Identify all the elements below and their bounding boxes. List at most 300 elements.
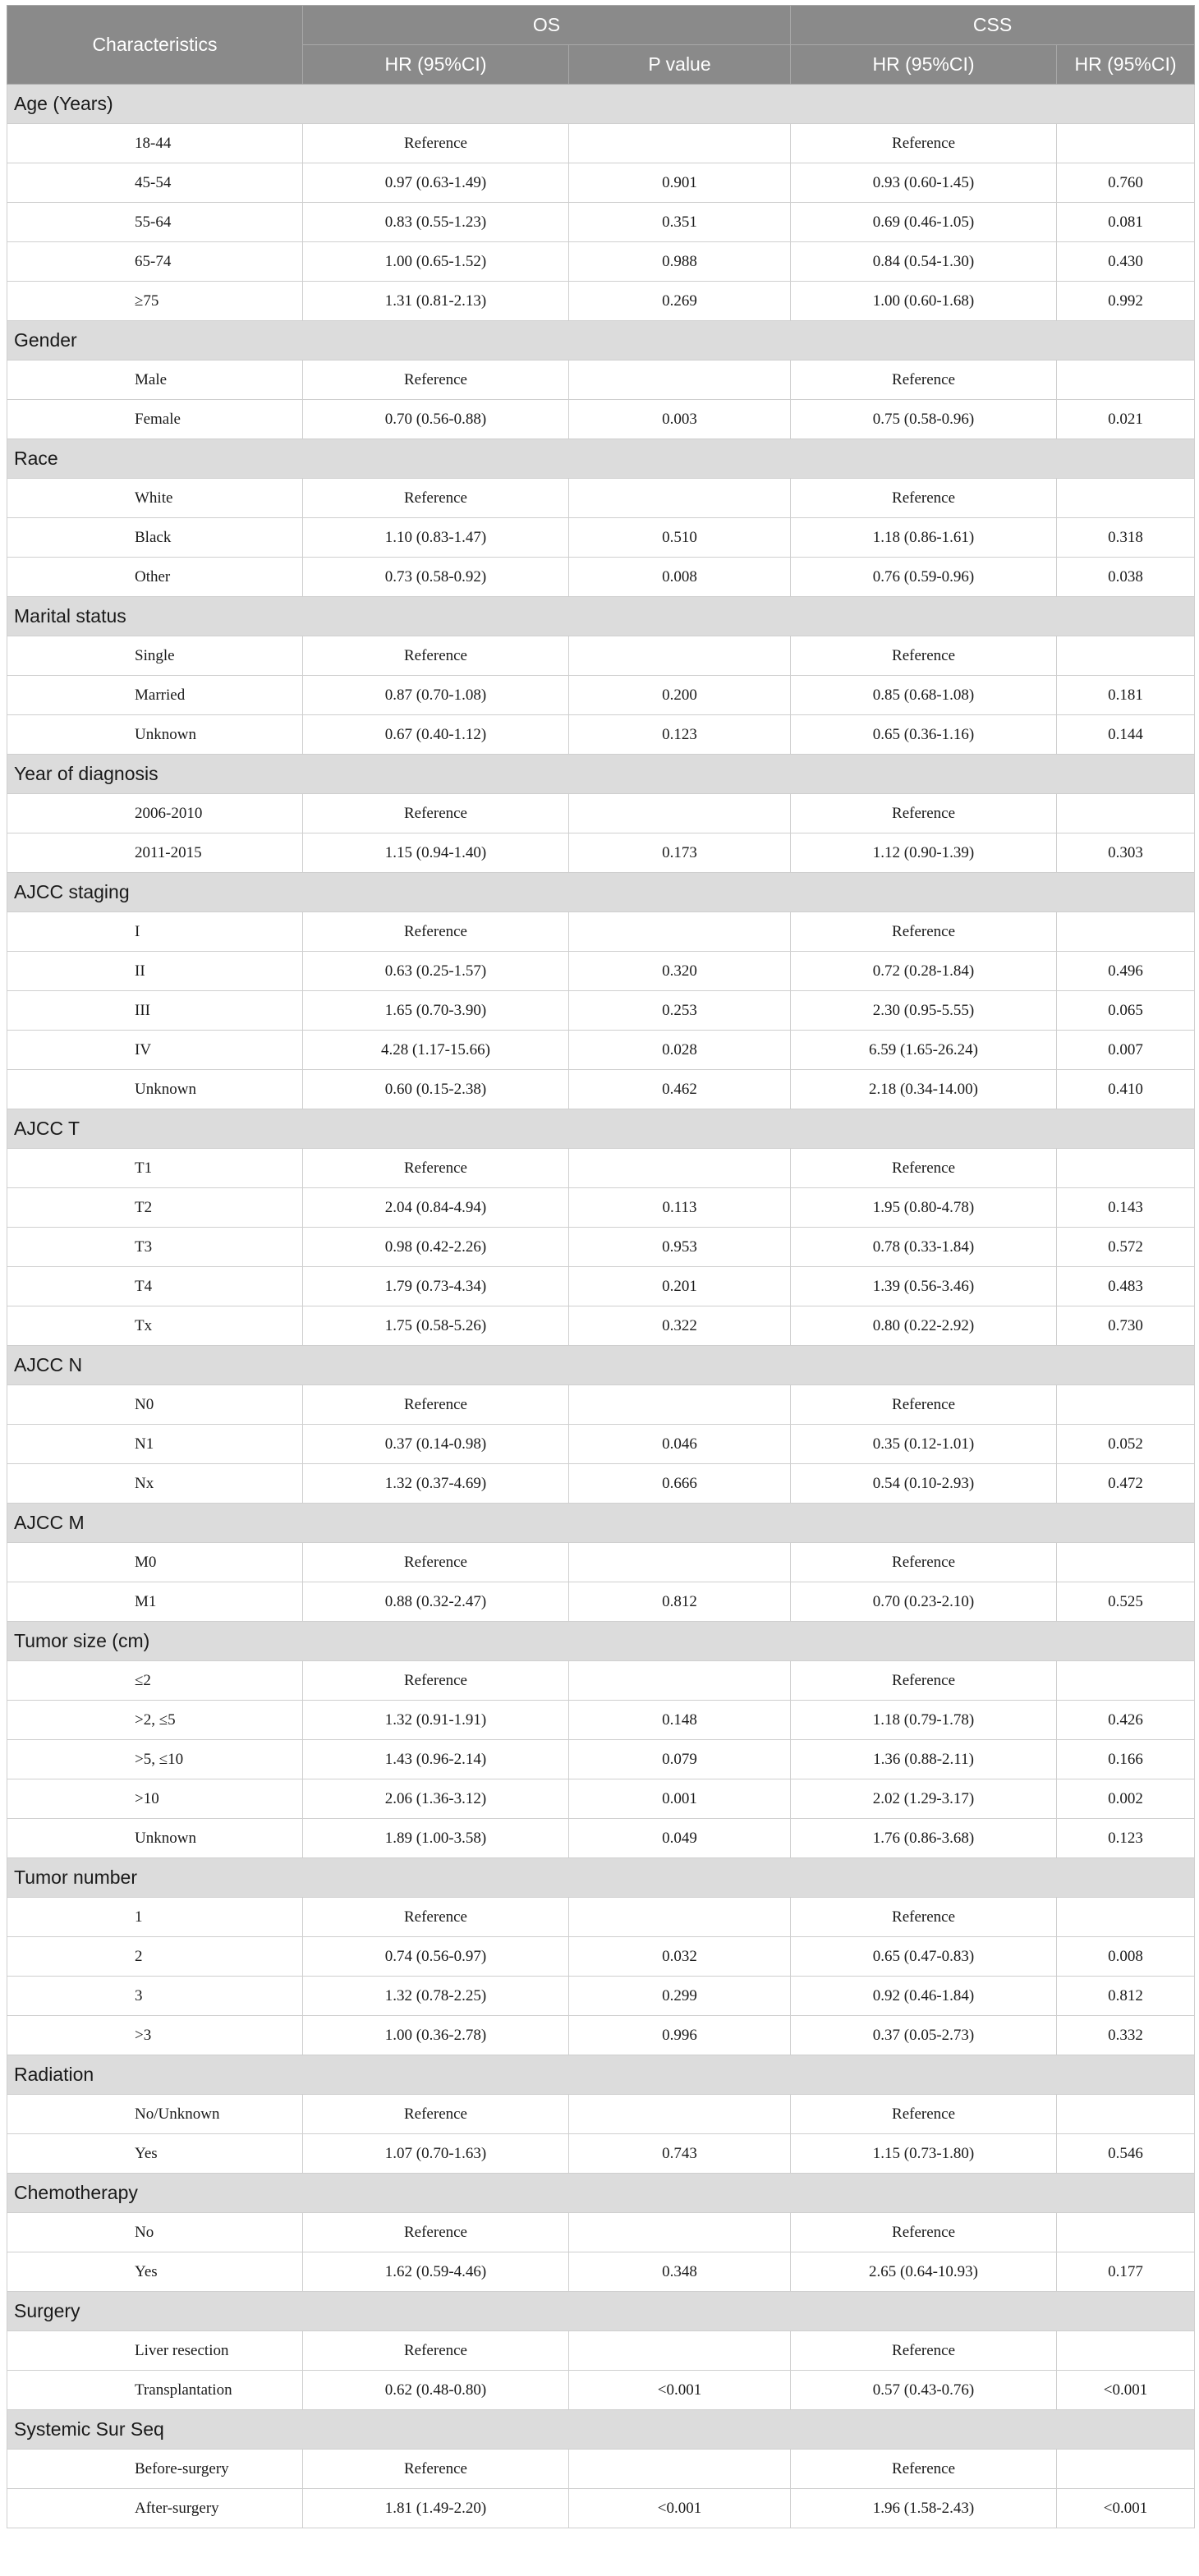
os-hr-cell: 0.62 (0.48-0.80) bbox=[303, 2371, 569, 2410]
table-row bbox=[7, 715, 1195, 755]
os-pvalue-cell: 0.200 bbox=[569, 676, 791, 715]
group-title: Surgery bbox=[7, 2292, 1195, 2331]
css-col5-cell: 0.318 bbox=[1057, 518, 1195, 558]
css-col5-cell: <0.001 bbox=[1057, 2489, 1195, 2528]
table-row bbox=[7, 2489, 1195, 2528]
row-label: 18-44 bbox=[7, 124, 303, 163]
row-label: II bbox=[7, 952, 303, 991]
os-pvalue-cell: 0.046 bbox=[569, 1425, 791, 1464]
os-pvalue-cell bbox=[569, 2331, 791, 2371]
css-col5-cell: 0.332 bbox=[1057, 2016, 1195, 2055]
os-hr-cell: 0.87 (0.70-1.08) bbox=[303, 676, 569, 715]
os-pvalue-cell: 0.996 bbox=[569, 2016, 791, 2055]
css-hr-cell: Reference bbox=[791, 360, 1057, 400]
os-pvalue-cell: 0.322 bbox=[569, 1306, 791, 1346]
table-row bbox=[7, 1661, 1195, 1701]
row-label: ≥75 bbox=[7, 282, 303, 321]
row-label: Transplantation bbox=[7, 2371, 303, 2410]
css-hr-cell: 0.37 (0.05-2.73) bbox=[791, 2016, 1057, 2055]
css-hr-cell: Reference bbox=[791, 2331, 1057, 2371]
css-col5-cell: 0.410 bbox=[1057, 1070, 1195, 1109]
os-hr-cell: Reference bbox=[303, 1898, 569, 1937]
css-col5-cell bbox=[1057, 479, 1195, 518]
row-label: ≤2 bbox=[7, 1661, 303, 1701]
css-hr-cell: Reference bbox=[791, 479, 1057, 518]
css-hr-cell: 1.00 (0.60-1.68) bbox=[791, 282, 1057, 321]
group-title: AJCC T bbox=[7, 1109, 1195, 1149]
os-pvalue-cell: 0.079 bbox=[569, 1740, 791, 1779]
os-hr-cell: Reference bbox=[303, 1149, 569, 1188]
table-row bbox=[7, 400, 1195, 439]
css-col5-cell bbox=[1057, 1898, 1195, 1937]
os-pvalue-cell bbox=[569, 912, 791, 952]
os-pvalue-cell bbox=[569, 360, 791, 400]
table-row bbox=[7, 558, 1195, 597]
group-title: AJCC M bbox=[7, 1504, 1195, 1543]
os-hr-cell: 1.00 (0.36-2.78) bbox=[303, 2016, 569, 2055]
row-label: White bbox=[7, 479, 303, 518]
css-col5-cell: 0.303 bbox=[1057, 833, 1195, 873]
css-hr-cell: 0.76 (0.59-0.96) bbox=[791, 558, 1057, 597]
os-hr-cell: Reference bbox=[303, 360, 569, 400]
css-col5-cell: 0.081 bbox=[1057, 203, 1195, 242]
os-pvalue-cell: 0.032 bbox=[569, 1937, 791, 1977]
css-hr-cell: 2.02 (1.29-3.17) bbox=[791, 1779, 1057, 1819]
group-title: Age (Years) bbox=[7, 85, 1195, 124]
row-label: 45-54 bbox=[7, 163, 303, 203]
css-col5-cell bbox=[1057, 1543, 1195, 1582]
css-hr-cell: Reference bbox=[791, 2213, 1057, 2252]
group-header-row bbox=[7, 439, 1195, 479]
css-col5-cell: 0.472 bbox=[1057, 1464, 1195, 1504]
os-pvalue-cell bbox=[569, 1898, 791, 1937]
table-row bbox=[7, 518, 1195, 558]
os-pvalue-cell bbox=[569, 2213, 791, 2252]
row-label: 2006-2010 bbox=[7, 794, 303, 833]
css-hr-cell: Reference bbox=[791, 794, 1057, 833]
css-hr-cell: 0.69 (0.46-1.05) bbox=[791, 203, 1057, 242]
header-css: CSS bbox=[791, 6, 1195, 45]
css-hr-cell: Reference bbox=[791, 1543, 1057, 1582]
row-label: Other bbox=[7, 558, 303, 597]
row-label: Unknown bbox=[7, 1819, 303, 1858]
table-row bbox=[7, 1582, 1195, 1622]
os-hr-cell: 2.06 (1.36-3.12) bbox=[303, 1779, 569, 1819]
css-hr-cell: 1.76 (0.86-3.68) bbox=[791, 1819, 1057, 1858]
table-row bbox=[7, 2095, 1195, 2134]
group-header-row bbox=[7, 755, 1195, 794]
table-row bbox=[7, 1385, 1195, 1425]
css-hr-cell: 0.57 (0.43-0.76) bbox=[791, 2371, 1057, 2410]
css-col5-cell: 0.525 bbox=[1057, 1582, 1195, 1622]
row-label: >2, ≤5 bbox=[7, 1701, 303, 1740]
header-os-hr: HR (95%CI) bbox=[303, 45, 569, 85]
os-pvalue-cell bbox=[569, 1661, 791, 1701]
row-label: I bbox=[7, 912, 303, 952]
table-row bbox=[7, 360, 1195, 400]
os-pvalue-cell: <0.001 bbox=[569, 2489, 791, 2528]
table-row bbox=[7, 912, 1195, 952]
os-pvalue-cell: 0.201 bbox=[569, 1267, 791, 1306]
os-pvalue-cell bbox=[569, 1543, 791, 1582]
table-header bbox=[7, 6, 1195, 85]
css-col5-cell: 0.181 bbox=[1057, 676, 1195, 715]
css-col5-cell: 0.992 bbox=[1057, 282, 1195, 321]
os-hr-cell: 0.88 (0.32-2.47) bbox=[303, 1582, 569, 1622]
css-hr-cell: Reference bbox=[791, 1898, 1057, 1937]
group-header-row bbox=[7, 597, 1195, 636]
os-hr-cell: Reference bbox=[303, 912, 569, 952]
css-col5-cell: 0.496 bbox=[1057, 952, 1195, 991]
os-pvalue-cell: 0.003 bbox=[569, 400, 791, 439]
table-row bbox=[7, 1070, 1195, 1109]
group-header-row bbox=[7, 1858, 1195, 1898]
row-label: N1 bbox=[7, 1425, 303, 1464]
css-col5-cell: <0.001 bbox=[1057, 2371, 1195, 2410]
css-hr-cell: Reference bbox=[791, 912, 1057, 952]
css-hr-cell: 1.18 (0.79-1.78) bbox=[791, 1701, 1057, 1740]
os-hr-cell: Reference bbox=[303, 1385, 569, 1425]
css-col5-cell bbox=[1057, 360, 1195, 400]
group-header-row bbox=[7, 1622, 1195, 1661]
table-row bbox=[7, 2252, 1195, 2292]
table-row bbox=[7, 1937, 1195, 1977]
css-hr-cell: 1.12 (0.90-1.39) bbox=[791, 833, 1057, 873]
css-col5-cell: 0.760 bbox=[1057, 163, 1195, 203]
row-label: Tx bbox=[7, 1306, 303, 1346]
css-col5-cell: 0.572 bbox=[1057, 1228, 1195, 1267]
os-pvalue-cell bbox=[569, 479, 791, 518]
css-col5-cell bbox=[1057, 794, 1195, 833]
os-pvalue-cell: 0.148 bbox=[569, 1701, 791, 1740]
css-col5-cell bbox=[1057, 2450, 1195, 2489]
row-label: 3 bbox=[7, 1977, 303, 2016]
header-css-col5: HR (95%CI) bbox=[1057, 45, 1195, 85]
css-col5-cell: 0.123 bbox=[1057, 1819, 1195, 1858]
css-col5-cell: 0.546 bbox=[1057, 2134, 1195, 2174]
group-header-row bbox=[7, 1346, 1195, 1385]
table-row bbox=[7, 1464, 1195, 1504]
os-hr-cell: 1.75 (0.58-5.26) bbox=[303, 1306, 569, 1346]
css-hr-cell: 1.39 (0.56-3.46) bbox=[791, 1267, 1057, 1306]
table-row bbox=[7, 2450, 1195, 2489]
os-hr-cell: Reference bbox=[303, 2331, 569, 2371]
css-col5-cell: 0.021 bbox=[1057, 400, 1195, 439]
css-hr-cell: 0.92 (0.46-1.84) bbox=[791, 1977, 1057, 2016]
os-pvalue-cell: 0.320 bbox=[569, 952, 791, 991]
os-pvalue-cell: 0.953 bbox=[569, 1228, 791, 1267]
os-pvalue-cell: 0.269 bbox=[569, 282, 791, 321]
row-label: 2011-2015 bbox=[7, 833, 303, 873]
row-label: Single bbox=[7, 636, 303, 676]
css-col5-cell: 0.812 bbox=[1057, 1977, 1195, 2016]
group-header-row bbox=[7, 2055, 1195, 2095]
os-pvalue-cell: 0.028 bbox=[569, 1031, 791, 1070]
os-pvalue-cell: 0.901 bbox=[569, 163, 791, 203]
table-row bbox=[7, 1898, 1195, 1937]
os-hr-cell: 4.28 (1.17-15.66) bbox=[303, 1031, 569, 1070]
table-row bbox=[7, 124, 1195, 163]
os-hr-cell: 0.67 (0.40-1.12) bbox=[303, 715, 569, 755]
os-hr-cell: Reference bbox=[303, 1543, 569, 1582]
group-header-row bbox=[7, 321, 1195, 360]
table-row bbox=[7, 952, 1195, 991]
row-label: T2 bbox=[7, 1188, 303, 1228]
css-hr-cell: 1.18 (0.86-1.61) bbox=[791, 518, 1057, 558]
table-row bbox=[7, 636, 1195, 676]
group-header-row bbox=[7, 2410, 1195, 2450]
row-label: T3 bbox=[7, 1228, 303, 1267]
group-title: Radiation bbox=[7, 2055, 1195, 2095]
row-label: Before-surgery bbox=[7, 2450, 303, 2489]
os-pvalue-cell: 0.988 bbox=[569, 242, 791, 282]
css-col5-cell bbox=[1057, 2213, 1195, 2252]
os-pvalue-cell: <0.001 bbox=[569, 2371, 791, 2410]
os-hr-cell: Reference bbox=[303, 1661, 569, 1701]
results-table-container bbox=[7, 5, 1194, 2528]
table-row bbox=[7, 1779, 1195, 1819]
css-hr-cell: 0.65 (0.47-0.83) bbox=[791, 1937, 1057, 1977]
os-pvalue-cell bbox=[569, 124, 791, 163]
row-label: Yes bbox=[7, 2134, 303, 2174]
row-label: M1 bbox=[7, 1582, 303, 1622]
row-label: Black bbox=[7, 518, 303, 558]
row-label: Male bbox=[7, 360, 303, 400]
table-row bbox=[7, 1740, 1195, 1779]
group-header-row bbox=[7, 85, 1195, 124]
css-hr-cell: 0.35 (0.12-1.01) bbox=[791, 1425, 1057, 1464]
css-hr-cell: 0.84 (0.54-1.30) bbox=[791, 242, 1057, 282]
os-pvalue-cell: 0.510 bbox=[569, 518, 791, 558]
table-row bbox=[7, 1149, 1195, 1188]
row-label: 2 bbox=[7, 1937, 303, 1977]
css-hr-cell: 0.93 (0.60-1.45) bbox=[791, 163, 1057, 203]
css-col5-cell: 0.038 bbox=[1057, 558, 1195, 597]
css-hr-cell: Reference bbox=[791, 1661, 1057, 1701]
table-row bbox=[7, 833, 1195, 873]
css-col5-cell: 0.483 bbox=[1057, 1267, 1195, 1306]
group-title: Gender bbox=[7, 321, 1195, 360]
row-label: Female bbox=[7, 400, 303, 439]
table-row bbox=[7, 1701, 1195, 1740]
os-hr-cell: 1.65 (0.70-3.90) bbox=[303, 991, 569, 1031]
css-col5-cell: 0.008 bbox=[1057, 1937, 1195, 1977]
os-hr-cell: 0.74 (0.56-0.97) bbox=[303, 1937, 569, 1977]
css-hr-cell: Reference bbox=[791, 2450, 1057, 2489]
group-header-row bbox=[7, 2174, 1195, 2213]
css-col5-cell: 0.166 bbox=[1057, 1740, 1195, 1779]
os-pvalue-cell: 0.462 bbox=[569, 1070, 791, 1109]
table-row bbox=[7, 1819, 1195, 1858]
css-hr-cell: 0.78 (0.33-1.84) bbox=[791, 1228, 1057, 1267]
css-hr-cell: 0.54 (0.10-2.93) bbox=[791, 1464, 1057, 1504]
os-hr-cell: Reference bbox=[303, 2095, 569, 2134]
table-row bbox=[7, 1977, 1195, 2016]
row-label: No/Unknown bbox=[7, 2095, 303, 2134]
os-hr-cell: 0.60 (0.15-2.38) bbox=[303, 1070, 569, 1109]
os-pvalue-cell: 0.123 bbox=[569, 715, 791, 755]
os-hr-cell: 0.97 (0.63-1.49) bbox=[303, 163, 569, 203]
table-row bbox=[7, 2331, 1195, 2371]
css-hr-cell: 1.95 (0.80-4.78) bbox=[791, 1188, 1057, 1228]
os-pvalue-cell: 0.348 bbox=[569, 2252, 791, 2292]
css-hr-cell: 0.80 (0.22-2.92) bbox=[791, 1306, 1057, 1346]
table-row bbox=[7, 1188, 1195, 1228]
group-title: Tumor size (cm) bbox=[7, 1622, 1195, 1661]
os-hr-cell: 0.63 (0.25-1.57) bbox=[303, 952, 569, 991]
css-col5-cell bbox=[1057, 2095, 1195, 2134]
os-hr-cell: 1.81 (1.49-2.20) bbox=[303, 2489, 569, 2528]
group-header-row bbox=[7, 1109, 1195, 1149]
row-label: 1 bbox=[7, 1898, 303, 1937]
os-hr-cell: 1.32 (0.78-2.25) bbox=[303, 1977, 569, 2016]
group-title: Year of diagnosis bbox=[7, 755, 1195, 794]
header-characteristics: Characteristics bbox=[7, 6, 303, 85]
css-hr-cell: 6.59 (1.65-26.24) bbox=[791, 1031, 1057, 1070]
row-label: Married bbox=[7, 676, 303, 715]
os-hr-cell: Reference bbox=[303, 2450, 569, 2489]
css-hr-cell: 2.18 (0.34-14.00) bbox=[791, 1070, 1057, 1109]
row-label: Nx bbox=[7, 1464, 303, 1504]
css-hr-cell: 0.72 (0.28-1.84) bbox=[791, 952, 1057, 991]
os-pvalue-cell bbox=[569, 1149, 791, 1188]
row-label: >3 bbox=[7, 2016, 303, 2055]
os-hr-cell: 1.15 (0.94-1.40) bbox=[303, 833, 569, 873]
css-col5-cell: 0.426 bbox=[1057, 1701, 1195, 1740]
css-col5-cell bbox=[1057, 1385, 1195, 1425]
css-hr-cell: Reference bbox=[791, 1149, 1057, 1188]
table-row bbox=[7, 203, 1195, 242]
os-hr-cell: 1.32 (0.91-1.91) bbox=[303, 1701, 569, 1740]
css-hr-cell: 0.70 (0.23-2.10) bbox=[791, 1582, 1057, 1622]
css-col5-cell: 0.065 bbox=[1057, 991, 1195, 1031]
os-hr-cell: 0.98 (0.42-2.26) bbox=[303, 1228, 569, 1267]
css-col5-cell bbox=[1057, 1661, 1195, 1701]
os-hr-cell: 1.79 (0.73-4.34) bbox=[303, 1267, 569, 1306]
row-label: III bbox=[7, 991, 303, 1031]
os-pvalue-cell: 0.049 bbox=[569, 1819, 791, 1858]
group-title: Chemotherapy bbox=[7, 2174, 1195, 2213]
css-col5-cell bbox=[1057, 124, 1195, 163]
table-row bbox=[7, 1425, 1195, 1464]
header-os-pvalue: P value bbox=[569, 45, 791, 85]
css-hr-cell: 1.96 (1.58-2.43) bbox=[791, 2489, 1057, 2528]
os-hr-cell: 0.73 (0.58-0.92) bbox=[303, 558, 569, 597]
css-col5-cell bbox=[1057, 912, 1195, 952]
css-col5-cell bbox=[1057, 1149, 1195, 1188]
css-hr-cell: Reference bbox=[791, 1385, 1057, 1425]
group-title: Systemic Sur Seq bbox=[7, 2410, 1195, 2450]
group-header-row bbox=[7, 2292, 1195, 2331]
os-pvalue-cell: 0.173 bbox=[569, 833, 791, 873]
table-row bbox=[7, 163, 1195, 203]
table-row bbox=[7, 991, 1195, 1031]
os-hr-cell: 1.07 (0.70-1.63) bbox=[303, 2134, 569, 2174]
os-pvalue-cell bbox=[569, 636, 791, 676]
os-pvalue-cell: 0.666 bbox=[569, 1464, 791, 1504]
table-row bbox=[7, 242, 1195, 282]
css-col5-cell: 0.002 bbox=[1057, 1779, 1195, 1819]
row-label: After-surgery bbox=[7, 2489, 303, 2528]
os-hr-cell: Reference bbox=[303, 479, 569, 518]
table-row bbox=[7, 479, 1195, 518]
row-label: IV bbox=[7, 1031, 303, 1070]
css-hr-cell: 1.15 (0.73-1.80) bbox=[791, 2134, 1057, 2174]
row-label: T4 bbox=[7, 1267, 303, 1306]
css-hr-cell: 2.65 (0.64-10.93) bbox=[791, 2252, 1057, 2292]
row-label: T1 bbox=[7, 1149, 303, 1188]
group-title: Marital status bbox=[7, 597, 1195, 636]
css-col5-cell: 0.007 bbox=[1057, 1031, 1195, 1070]
table-row bbox=[7, 282, 1195, 321]
row-label: N0 bbox=[7, 1385, 303, 1425]
table-row bbox=[7, 2371, 1195, 2410]
os-hr-cell: 1.43 (0.96-2.14) bbox=[303, 1740, 569, 1779]
css-col5-cell: 0.052 bbox=[1057, 1425, 1195, 1464]
css-hr-cell: Reference bbox=[791, 2095, 1057, 2134]
os-hr-cell: 0.70 (0.56-0.88) bbox=[303, 400, 569, 439]
os-hr-cell: 1.62 (0.59-4.46) bbox=[303, 2252, 569, 2292]
css-col5-cell: 0.144 bbox=[1057, 715, 1195, 755]
css-hr-cell: 0.75 (0.58-0.96) bbox=[791, 400, 1057, 439]
css-hr-cell: 1.36 (0.88-2.11) bbox=[791, 1740, 1057, 1779]
table-row bbox=[7, 794, 1195, 833]
table-row bbox=[7, 2213, 1195, 2252]
css-hr-cell: 0.65 (0.36-1.16) bbox=[791, 715, 1057, 755]
css-hr-cell: Reference bbox=[791, 636, 1057, 676]
css-col5-cell: 0.730 bbox=[1057, 1306, 1195, 1346]
os-pvalue-cell bbox=[569, 794, 791, 833]
css-col5-cell: 0.177 bbox=[1057, 2252, 1195, 2292]
row-label: No bbox=[7, 2213, 303, 2252]
os-pvalue-cell bbox=[569, 2450, 791, 2489]
os-hr-cell: 2.04 (0.84-4.94) bbox=[303, 1188, 569, 1228]
css-col5-cell bbox=[1057, 2331, 1195, 2371]
os-hr-cell: 1.89 (1.00-3.58) bbox=[303, 1819, 569, 1858]
os-hr-cell: Reference bbox=[303, 636, 569, 676]
os-hr-cell: Reference bbox=[303, 124, 569, 163]
os-hr-cell: 0.83 (0.55-1.23) bbox=[303, 203, 569, 242]
row-label: >10 bbox=[7, 1779, 303, 1819]
css-hr-cell: 2.30 (0.95-5.55) bbox=[791, 991, 1057, 1031]
os-pvalue-cell: 0.008 bbox=[569, 558, 791, 597]
css-col5-cell: 0.143 bbox=[1057, 1188, 1195, 1228]
row-label: Yes bbox=[7, 2252, 303, 2292]
os-hr-cell: Reference bbox=[303, 2213, 569, 2252]
header-os: OS bbox=[303, 6, 791, 45]
os-hr-cell: 1.10 (0.83-1.47) bbox=[303, 518, 569, 558]
group-title: Race bbox=[7, 439, 1195, 479]
os-hr-cell: 1.00 (0.65-1.52) bbox=[303, 242, 569, 282]
cox-regression-table bbox=[7, 5, 1195, 2528]
table-row bbox=[7, 2134, 1195, 2174]
row-label: Unknown bbox=[7, 1070, 303, 1109]
row-label: Liver resection bbox=[7, 2331, 303, 2371]
css-col5-cell bbox=[1057, 636, 1195, 676]
group-header-row bbox=[7, 1504, 1195, 1543]
os-pvalue-cell: 0.113 bbox=[569, 1188, 791, 1228]
table-row bbox=[7, 2016, 1195, 2055]
os-pvalue-cell: 0.299 bbox=[569, 1977, 791, 2016]
table-row bbox=[7, 1267, 1195, 1306]
row-label: 55-64 bbox=[7, 203, 303, 242]
os-hr-cell: 1.32 (0.37-4.69) bbox=[303, 1464, 569, 1504]
group-title: Tumor number bbox=[7, 1858, 1195, 1898]
header-css-hr: HR (95%CI) bbox=[791, 45, 1057, 85]
css-hr-cell: 0.85 (0.68-1.08) bbox=[791, 676, 1057, 715]
os-pvalue-cell: 0.351 bbox=[569, 203, 791, 242]
group-title: AJCC N bbox=[7, 1346, 1195, 1385]
